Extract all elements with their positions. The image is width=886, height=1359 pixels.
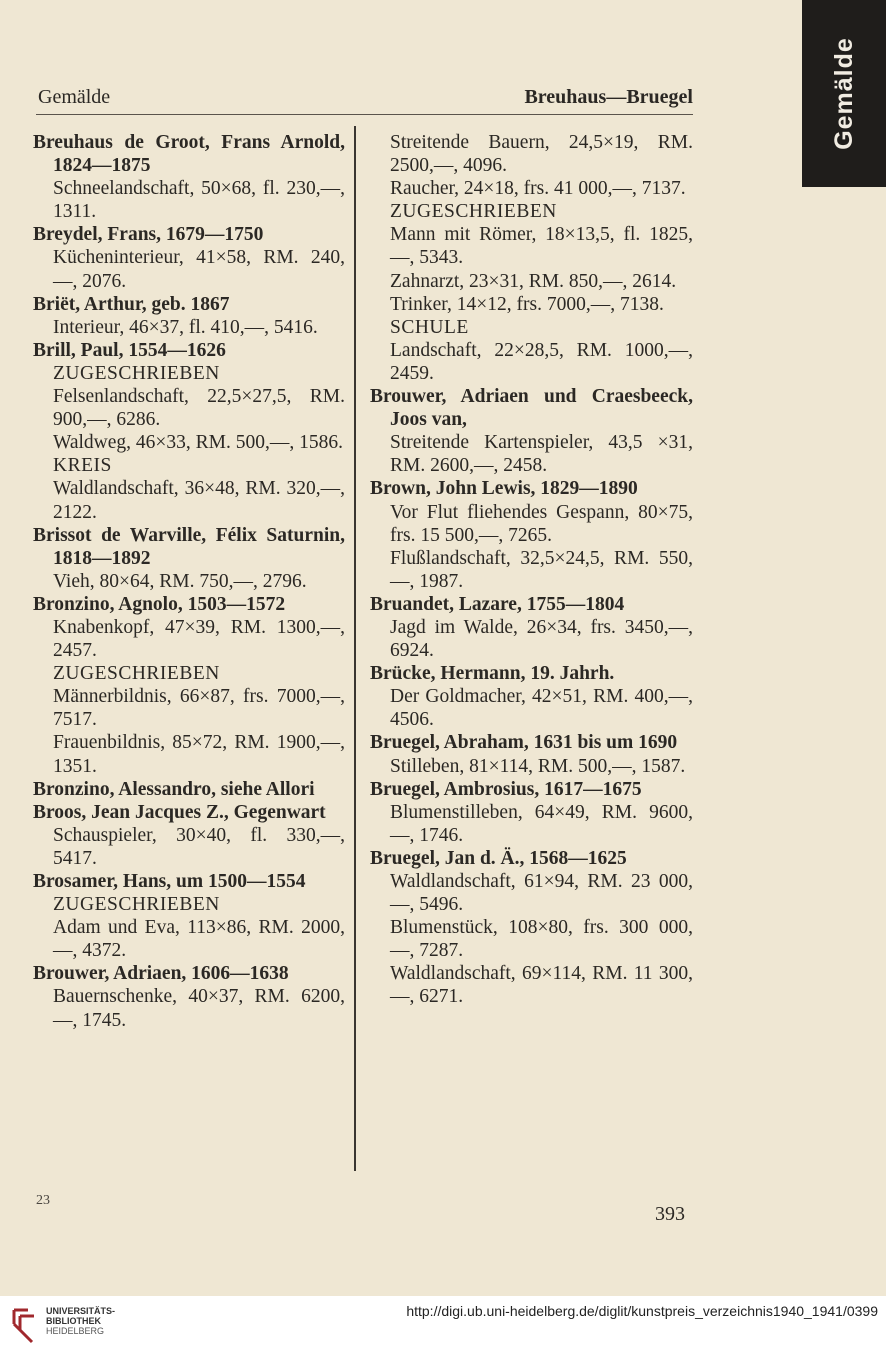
catalog-entry: [33, 524, 345, 593]
attribution-label: ZUGESCHRIEBEN: [53, 894, 220, 916]
page-number: 393: [655, 1203, 685, 1225]
catalog-entry: [33, 801, 345, 870]
catalog-entry: [370, 385, 693, 477]
artwork-line: Flußlandschaft, 32,5×24,5, RM. 550,—, 1987.: [390, 547, 693, 592]
library-logo-icon: [10, 1304, 38, 1346]
attribution-label: ZUGESCHRIEBEN: [53, 362, 220, 384]
catalog-entry: [370, 778, 693, 847]
catalog-entry: [370, 731, 693, 777]
artwork-line: Männerbildnis, 66×87, frs. 7000,—, 7517.: [53, 686, 345, 731]
header-rule: [36, 114, 693, 115]
artist-heading: Breuhaus de Groot, Frans Arnold, 1824—1875: [33, 132, 345, 177]
artist-heading: Breydel, Frans, 1679—1750: [33, 224, 264, 246]
artist-heading: Bruegel, Jan d. Ä., 1568—1625: [370, 847, 627, 869]
artwork-line: Zahnarzt, 23×31, RM. 850,—, 2614.: [390, 270, 677, 292]
artist-heading: Broos, Jean Jacques Z., Gegenwart: [33, 801, 326, 823]
artist-heading: Brill, Paul, 1554—1626: [33, 339, 226, 361]
artwork-line: Bauernschenke, 40×37, RM. 6200,—, 1745.: [53, 986, 345, 1031]
library-name-line-1: UNIVERSITÄTS-: [46, 1306, 116, 1316]
artwork-line: Landschaft, 22×28,5, RM. 1000,—, 2459.: [390, 339, 693, 384]
library-name: [46, 1306, 115, 1336]
artwork-line: Felsenlandschaft, 22,5×27,5, RM. 900,—, 6286.: [53, 386, 345, 431]
right-column: [370, 131, 693, 1009]
column-divider: [354, 126, 356, 1171]
running-head-left: Gemälde: [38, 86, 111, 108]
artist-heading: Brown, John Lewis, 1829—1890: [370, 478, 638, 500]
catalog-entry: [33, 593, 345, 778]
catalog-entry: [370, 662, 693, 731]
artwork-line: Vieh, 80×64, RM. 750,—, 2796.: [53, 570, 307, 592]
catalog-entry: [33, 870, 345, 962]
catalog-entry: [33, 223, 345, 292]
artist-heading: Brosamer, Hans, um 1500—1554: [33, 871, 306, 892]
permalink-url[interactable]: http://digi.ub.uni-heidelberg.de/diglit/kunstpreis_verzeichnis1940_1941/0399: [406, 1303, 878, 1319]
artwork-line: Blumenstück, 108×80, frs. 300 000,—, 7287.: [390, 917, 693, 962]
artwork-line: Schauspieler, 30×40, fl. 330,—, 5417.: [53, 824, 345, 869]
running-head-right: Breuhaus—Bruegel: [524, 86, 693, 108]
artwork-line: Streitende Kartenspieler, 43,5 ×31, RM. 2600,—, 2458.: [390, 432, 693, 477]
artwork-line: Blumenstilleben, 64×49, RM. 9600,—, 1746.: [390, 801, 693, 846]
artwork-line: Frauenbildnis, 85×72, RM. 1900,—, 1351.: [53, 732, 345, 777]
catalog-entry: [370, 847, 693, 1009]
artwork-line: Streitende Bauern, 24,5×19, RM. 2500,—, 4096.: [390, 132, 693, 177]
attribution-label: KREIS: [53, 455, 112, 477]
library-name-line-3: HEIDELBERG: [46, 1326, 105, 1336]
catalog-entry: [370, 477, 693, 592]
artwork-line: Knabenkopf, 47×39, RM. 1300,—, 2457.: [53, 616, 345, 662]
artist-heading: Bronzino, Alessandro, siehe Allori: [33, 778, 315, 800]
artwork-line: Waldweg, 46×33, RM. 500,—, 1586.: [53, 432, 343, 454]
artwork-line: Vor Flut fliehendes Gespann, 80×75, frs. 15 500,—, 7265.: [390, 501, 693, 546]
catalog-entry: [33, 339, 345, 524]
artist-heading: Bruandet, Lazare, 1755—1804: [370, 593, 625, 615]
catalog-entry: [33, 962, 345, 1031]
artwork-line: Adam und Eva, 113×86, RM. 2000,—, 4372.: [53, 917, 345, 962]
signature-mark: 23: [36, 1193, 50, 1208]
artwork-line: Waldlandschaft, 61×94, RM. 23 000,—, 5496.: [390, 871, 693, 916]
artwork-line: Trinker, 14×12, frs. 7000,—, 7138.: [390, 293, 664, 315]
library-name-line-2: BIBLIOTHEK: [46, 1316, 101, 1326]
artist-heading: Bruegel, Ambrosius, 1617—1675: [370, 778, 642, 800]
artwork-line: Waldlandschaft, 69×114, RM. 11 300,—, 6271.: [390, 963, 693, 1008]
artwork-line: Stilleben, 81×114, RM. 500,—, 1587.: [390, 755, 686, 777]
artist-heading: Brouwer, Adriaen und Craesbeeck, Joos van,: [370, 386, 693, 431]
artist-heading: Bruegel, Abraham, 1631 bis um 1690: [370, 732, 678, 754]
artist-heading: Brücke, Hermann, 19. Jahrh.: [370, 663, 615, 685]
artwork-line: Der Goldmacher, 42×51, RM. 400,—, 4506.: [390, 686, 693, 731]
artwork-line: Raucher, 24×18, frs. 41 000,—, 7137.: [390, 178, 686, 200]
artwork-line: Interieur, 46×37, fl. 410,—, 5416.: [53, 316, 318, 338]
catalog-entry: [370, 131, 693, 385]
artwork-line: Kücheninterieur, 41×58, RM. 240,—, 2076.: [53, 247, 345, 292]
artwork-line: Jagd im Walde, 26×34, frs. 3450,—, 6924.: [390, 616, 693, 662]
catalog-entry: [33, 293, 345, 339]
attribution-label: ZUGESCHRIEBEN: [390, 201, 557, 223]
left-column: [33, 131, 345, 1032]
section-tab: [802, 0, 886, 187]
artwork-line: Schneelandschaft, 50×68, fl. 230,—, 1311.: [53, 178, 345, 223]
artist-heading: Bronzino, Agnolo, 1503—1572: [33, 593, 286, 615]
artist-heading: Brissot de Warville, Félix Saturnin, 1818—1892: [33, 524, 345, 569]
artist-heading: Briët, Arthur, geb. 1867: [33, 293, 230, 315]
artwork-line: Mann mit Römer, 18×13,5, fl. 1825,—, 5343.: [390, 224, 693, 269]
artist-heading: Brouwer, Adriaen, 1606—1638: [33, 963, 289, 985]
attribution-label: SCHULE: [390, 316, 469, 338]
attribution-label: ZUGESCHRIEBEN: [53, 663, 220, 685]
section-tab-label: Gemälde: [829, 37, 858, 150]
catalog-entry: [33, 778, 345, 801]
catalog-entry: [370, 593, 693, 662]
artwork-line: Waldlandschaft, 36×48, RM. 320,—, 2122.: [53, 478, 345, 523]
catalog-entry: [33, 131, 345, 223]
